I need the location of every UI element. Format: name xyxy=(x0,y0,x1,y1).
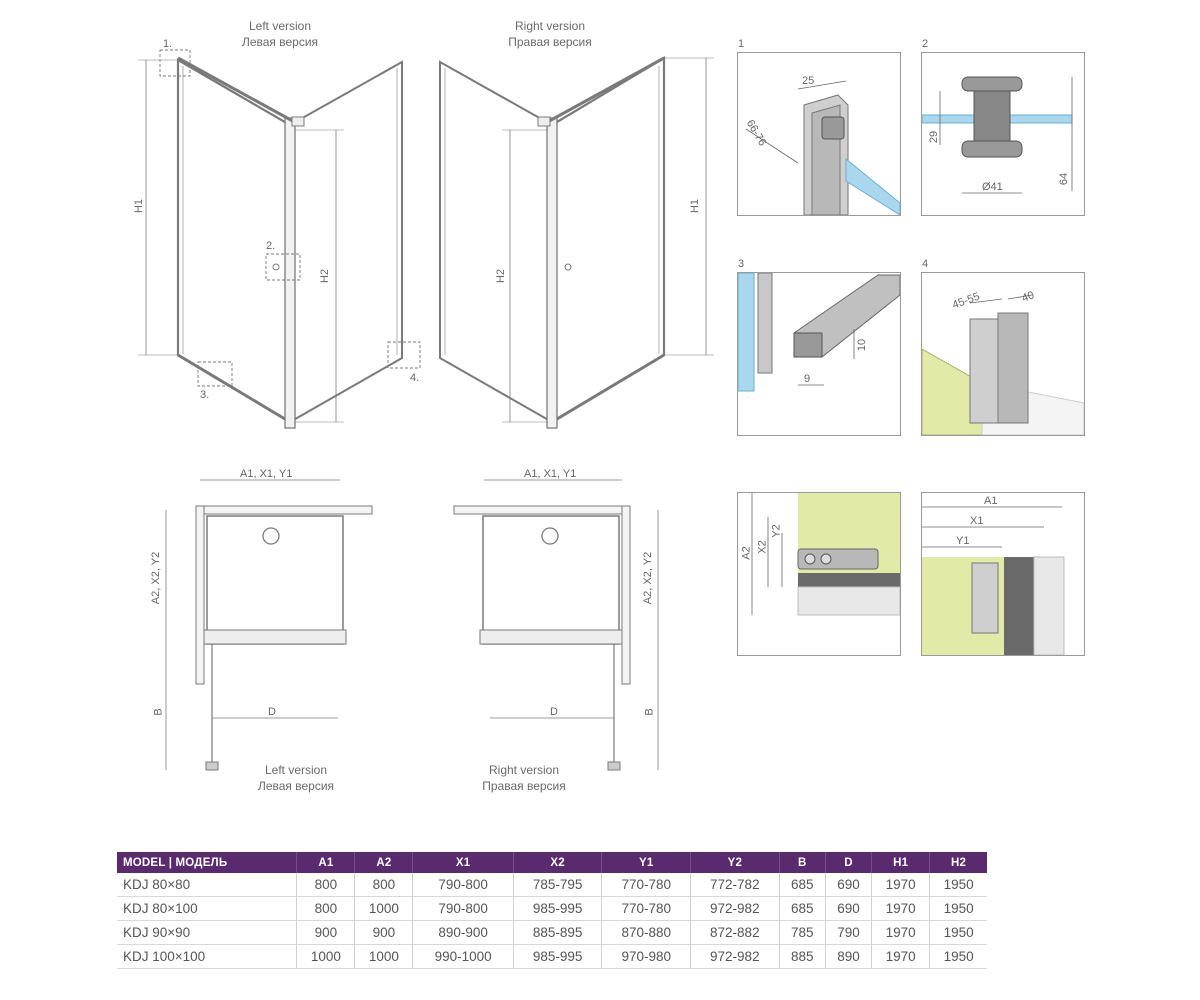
detail-4-number: 4 xyxy=(922,258,929,270)
table-body xyxy=(117,873,987,969)
plan-right-side-dim: A2, X2, Y2 xyxy=(642,551,655,605)
table-cell: 685 xyxy=(779,897,825,921)
left-version-en: Left version xyxy=(248,19,312,33)
detail-1-panel xyxy=(737,52,901,216)
left-version-ru: Левая версия xyxy=(241,35,319,49)
table-cell: 790-800 xyxy=(413,897,513,921)
right-version-en: Right version xyxy=(514,19,586,33)
detail-3-panel xyxy=(737,272,901,436)
table-cell: 772-782 xyxy=(691,873,780,897)
wall-dim-x2: X2 xyxy=(756,540,769,554)
detail-1-number: 1 xyxy=(738,38,745,50)
model-name-cell: KDJ 90×90 xyxy=(117,921,297,945)
detail-2-diameter: Ø41 xyxy=(982,181,1003,193)
table-cell: 1000 xyxy=(297,945,355,969)
table-header-cell: A2 xyxy=(355,852,413,873)
detail-2-number: 2 xyxy=(922,38,929,50)
table-cell: 800 xyxy=(355,873,413,897)
table-header-cell: H2 xyxy=(930,852,987,873)
callout-2: 2. xyxy=(266,240,276,252)
callout-4: 4. xyxy=(410,372,420,384)
table-header-cell: X1 xyxy=(413,852,513,873)
detail-4-depth: 40 xyxy=(1020,289,1036,305)
plan-left-d-dim: D xyxy=(268,706,276,718)
table-cell: 1000 xyxy=(355,897,413,921)
left-plan xyxy=(166,480,372,770)
right-plan-en: Right version xyxy=(488,763,560,777)
detail-2-panel xyxy=(921,52,1085,216)
right-isometric-cabin xyxy=(440,58,714,428)
table-header-cell: MODEL | МОДЕЛЬ xyxy=(117,852,297,873)
table-row xyxy=(117,921,987,945)
table-cell: 770-780 xyxy=(602,897,691,921)
table-header-cell: A1 xyxy=(297,852,355,873)
table-cell: 890-900 xyxy=(413,921,513,945)
wall-section-a2-drawing xyxy=(738,493,900,655)
table-header-cell: D xyxy=(825,852,871,873)
wall-dim-a1: A1 xyxy=(984,495,998,507)
table-cell: 990-1000 xyxy=(413,945,513,969)
detail-3-height: 10 xyxy=(856,338,869,352)
detail-4-range: 45-55 xyxy=(950,290,982,312)
table-cell: 785-795 xyxy=(513,873,602,897)
detail-2-height: 29 xyxy=(928,130,941,144)
table-cell: 870-880 xyxy=(602,921,691,945)
table-header-cell: Y1 xyxy=(602,852,691,873)
left-plan-ru: Левая версия xyxy=(257,779,335,793)
wall-dim-y2: Y2 xyxy=(770,524,783,538)
table-row xyxy=(117,897,987,921)
table-cell: 685 xyxy=(779,873,825,897)
plan-drawings xyxy=(0,460,720,800)
table-cell: 800 xyxy=(297,897,355,921)
table-cell: 885-895 xyxy=(513,921,602,945)
wall-dim-y1: Y1 xyxy=(956,535,970,547)
detail-3-number: 3 xyxy=(738,258,745,270)
detail-4-panel xyxy=(921,272,1085,436)
table-cell: 900 xyxy=(355,921,413,945)
plan-right-d-dim: D xyxy=(550,706,558,718)
table-cell: 1970 xyxy=(872,897,930,921)
model-name-cell: KDJ 80×100 xyxy=(117,897,297,921)
left-isometric-cabin xyxy=(138,50,420,428)
dim-h2-right: H2 xyxy=(495,268,508,284)
left-plan-en: Left version xyxy=(264,763,328,777)
table-cell: 1950 xyxy=(930,897,987,921)
table-cell: 690 xyxy=(825,897,871,921)
right-version-ru: Правая версия xyxy=(508,35,592,49)
detail-2-drawing xyxy=(922,53,1084,215)
plan-left-b-dim: B xyxy=(152,708,165,716)
table-cell: 972-982 xyxy=(691,897,780,921)
model-name-cell: KDJ 100×100 xyxy=(117,945,297,969)
wall-section-a1-drawing xyxy=(922,493,1084,655)
detail-2-total: 64 xyxy=(1058,172,1071,186)
table-cell: 1950 xyxy=(930,873,987,897)
plan-left-top-dim: A1, X1, Y1 xyxy=(240,468,293,480)
table-header-cell: X2 xyxy=(513,852,602,873)
detail-1-range: 66-76 xyxy=(743,117,769,149)
model-spec-table xyxy=(117,852,987,969)
table-cell: 1000 xyxy=(355,945,413,969)
dim-h2-left: H2 xyxy=(319,268,332,284)
table-header-cell: Y2 xyxy=(691,852,780,873)
wall-dim-x1: X1 xyxy=(970,515,984,527)
table-header-cell: H1 xyxy=(872,852,930,873)
isometric-drawings xyxy=(0,0,730,440)
table-cell: 890 xyxy=(825,945,871,969)
table-cell: 972-982 xyxy=(691,945,780,969)
table-row xyxy=(117,945,987,969)
table-cell: 1970 xyxy=(872,921,930,945)
table-cell: 790 xyxy=(825,921,871,945)
table-header-row xyxy=(117,852,987,873)
plan-right-b-dim: B xyxy=(643,708,656,716)
wall-dim-a2: A2 xyxy=(740,546,753,560)
table-cell: 885 xyxy=(779,945,825,969)
plan-right-top-dim: A1, X1, Y1 xyxy=(524,468,577,480)
table-cell: 970-980 xyxy=(602,945,691,969)
table-cell: 1950 xyxy=(930,921,987,945)
table-cell: 770-780 xyxy=(602,873,691,897)
wall-section-a1-panel xyxy=(921,492,1085,656)
table-cell: 690 xyxy=(825,873,871,897)
callout-3: 3. xyxy=(200,389,210,401)
dim-h1-right: H1 xyxy=(689,198,702,214)
table-cell: 900 xyxy=(297,921,355,945)
table-cell: 790-800 xyxy=(413,873,513,897)
left-plan-title xyxy=(226,762,366,794)
detail-4-drawing xyxy=(922,273,1084,435)
plan-left-side-dim: A2, X2, Y2 xyxy=(150,551,163,605)
wall-section-a2-panel xyxy=(737,492,901,656)
table-cell: 1970 xyxy=(872,873,930,897)
callout-1: 1. xyxy=(163,38,173,50)
table-cell: 800 xyxy=(297,873,355,897)
model-name-cell: KDJ 80×80 xyxy=(117,873,297,897)
table-cell: 985-995 xyxy=(513,945,602,969)
right-plan-ru: Правая версия xyxy=(482,779,566,793)
table-cell: 985-995 xyxy=(513,897,602,921)
detail-3-drawing xyxy=(738,273,900,435)
table-header-cell: B xyxy=(779,852,825,873)
table-row xyxy=(117,873,987,897)
table-cell: 1970 xyxy=(872,945,930,969)
table-cell: 872-882 xyxy=(691,921,780,945)
detail-1-width: 25 xyxy=(802,75,815,87)
right-plan xyxy=(454,480,658,770)
dim-h1-left: H1 xyxy=(133,198,146,214)
detail-3-width: 9 xyxy=(804,373,811,385)
table-cell: 1950 xyxy=(930,945,987,969)
table-cell: 785 xyxy=(779,921,825,945)
right-plan-title xyxy=(454,762,594,794)
